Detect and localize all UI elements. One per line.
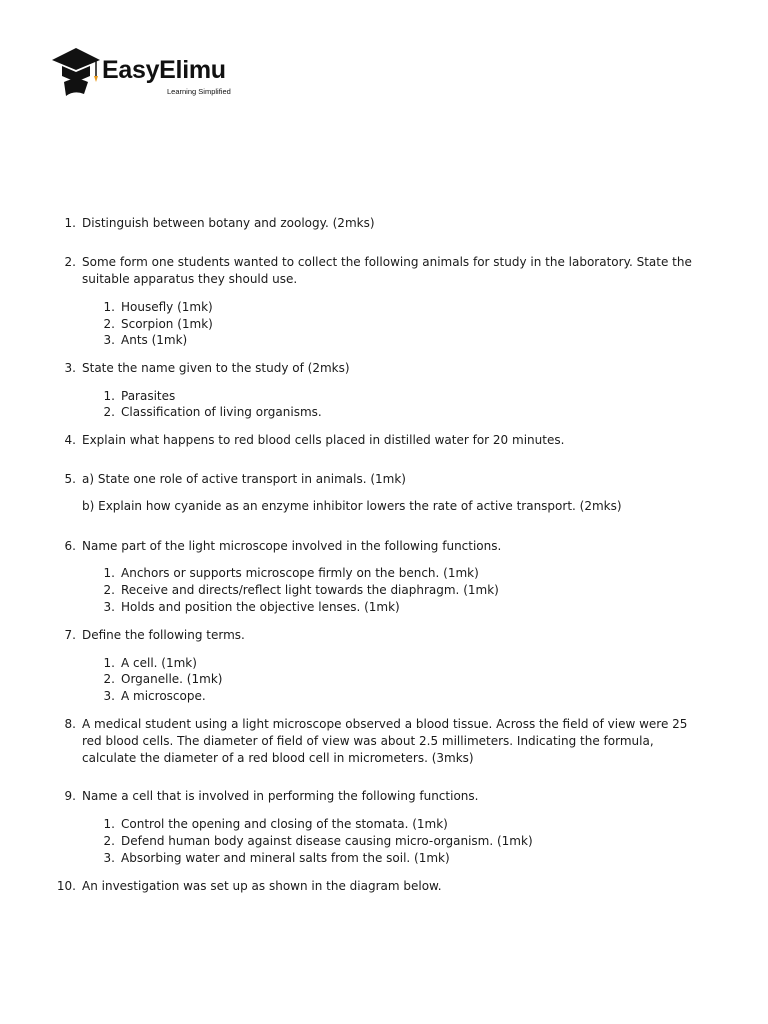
sub-item	[103, 816, 701, 833]
question-9	[64, 788, 702, 805]
question-number: 1.	[64, 216, 76, 230]
sub-item	[103, 655, 701, 672]
item-number: 1.	[103, 389, 115, 403]
graduation-cap-icon	[50, 46, 106, 100]
easyelimu-logo	[50, 46, 250, 100]
question-number: 3.	[64, 361, 76, 375]
question-number: 4.	[64, 433, 76, 447]
item-text: A microscope.	[121, 689, 206, 703]
item-number: 1.	[103, 300, 115, 314]
question-number: 10.	[56, 879, 76, 893]
item-text: Ants (1mk)	[121, 333, 188, 347]
sub-item	[103, 582, 701, 599]
question-text: Name part of the light microscope involved in the following functions.	[82, 539, 502, 553]
question-number: 6.	[64, 539, 76, 553]
question-7	[64, 627, 702, 644]
sub-item	[103, 599, 701, 616]
item-text: Organelle. (1mk)	[121, 672, 223, 686]
item-number: 1.	[103, 817, 115, 831]
item-number: 3.	[103, 333, 115, 347]
item-number: 2.	[103, 405, 115, 419]
item-text: A cell. (1mk)	[121, 656, 197, 670]
brand-name: EasyElimu	[102, 56, 226, 84]
item-text: Housefly (1mk)	[121, 300, 213, 314]
question-5b	[82, 498, 702, 515]
sub-item	[103, 404, 701, 421]
question-text: A medical student using a light microscope observed a blood tissue. Across the field of view were 25 red blood cells. The diameter of field of view was about 2.5 millimeters. Indicating the formula, calculate the diameter of a red blood cell in micrometers. (3mks)	[82, 717, 688, 765]
question-number: 5.	[64, 472, 76, 486]
question-number: 9.	[64, 789, 76, 803]
question-3	[64, 360, 702, 377]
item-text: Scorpion (1mk)	[121, 317, 213, 331]
question-text: b) Explain how cyanide as an enzyme inhibitor lowers the rate of active transport. (2mks)	[82, 499, 622, 513]
question-2	[64, 254, 702, 288]
question-number: 2.	[64, 255, 76, 269]
item-number: 2.	[103, 672, 115, 686]
question-text: a) State one role of active transport in animals. (1mk)	[82, 472, 406, 486]
item-text: Receive and directs/reflect light towards the diaphragm. (1mk)	[121, 583, 499, 597]
sub-item	[103, 850, 701, 867]
question-6	[64, 538, 702, 555]
question-text: State the name given to the study of (2mks)	[82, 361, 350, 375]
sub-item	[103, 688, 701, 705]
question-text: Some form one students wanted to collect the following animals for study in the laboratory. State the suitable apparatus they should use.	[82, 255, 692, 286]
item-number: 3.	[103, 851, 115, 865]
item-text: Parasites	[121, 389, 176, 403]
item-text: Absorbing water and mineral salts from the soil. (1mk)	[121, 851, 450, 865]
sub-item	[103, 671, 701, 688]
item-number: 1.	[103, 566, 115, 580]
question-text: An investigation was set up as shown in the diagram below.	[82, 879, 442, 893]
sub-item	[103, 332, 701, 349]
item-number: 2.	[103, 834, 115, 848]
question-number: 8.	[64, 717, 76, 731]
question-1	[64, 215, 702, 232]
question-text: Name a cell that is involved in performing the following functions.	[82, 789, 479, 803]
item-number: 1.	[103, 656, 115, 670]
question-10	[56, 878, 702, 895]
sub-item	[103, 833, 701, 850]
brand-tagline: Learning Simplified	[167, 87, 231, 96]
item-number: 3.	[103, 689, 115, 703]
sub-item	[103, 299, 701, 316]
question-number: 7.	[64, 628, 76, 642]
sub-item	[103, 316, 701, 333]
question-text: Explain what happens to red blood cells placed in distilled water for 20 minutes.	[82, 433, 565, 447]
item-text: Control the opening and closing of the stomata. (1mk)	[121, 817, 448, 831]
sub-item	[103, 565, 701, 582]
item-number: 3.	[103, 600, 115, 614]
item-number: 2.	[103, 317, 115, 331]
sub-item	[103, 388, 701, 405]
item-text: Classification of living organisms.	[121, 405, 322, 419]
item-text: Holds and position the objective lenses. (1mk)	[121, 600, 400, 614]
question-8	[64, 716, 702, 767]
question-text: Distinguish between botany and zoology. (2mks)	[82, 216, 375, 230]
item-number: 2.	[103, 583, 115, 597]
item-text: Defend human body against disease causing micro-organism. (1mk)	[121, 834, 533, 848]
question-4	[64, 432, 702, 449]
question-5	[64, 471, 702, 488]
item-text: Anchors or supports microscope firmly on the bench. (1mk)	[121, 566, 479, 580]
question-text: Define the following terms.	[82, 628, 245, 642]
